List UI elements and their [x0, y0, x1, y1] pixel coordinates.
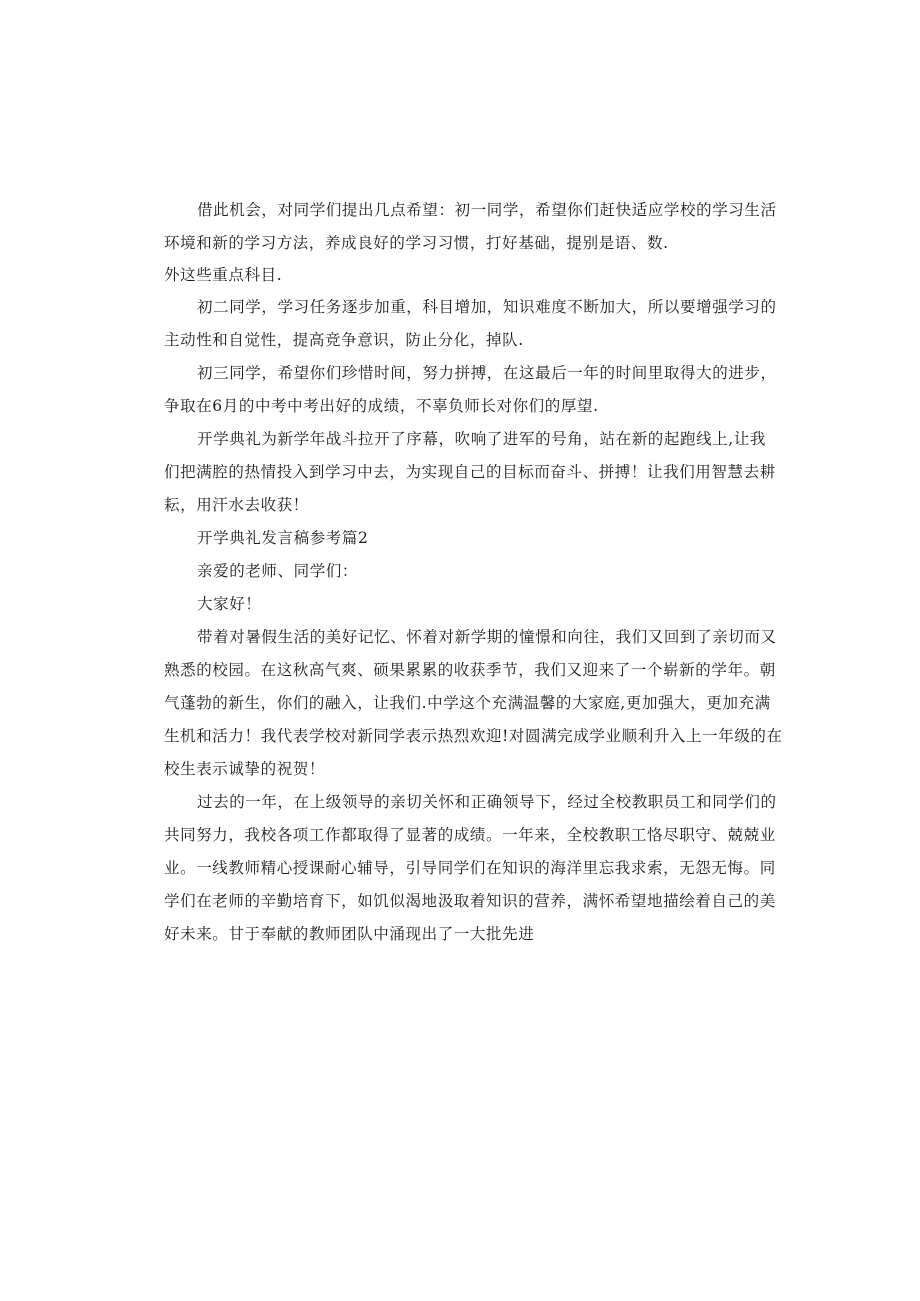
paragraph-line: 业。一线教师精心授课耐心辅导，引导同学们在知识的海洋里忘我求索，无怨无悔。同: [164, 859, 776, 877]
paragraph-line: 好未来。甘于奉献的教师团队中涌现出了一大批先进: [164, 925, 535, 943]
paragraph-line: 们把满腔的热情投入到学习中去，为实现自己的目标而奋斗、拼搏！让我们用智慧去耕: [164, 463, 776, 481]
paragraph-line: 外这些重点科目.: [164, 266, 283, 284]
paragraph-line: 熟悉的校园。在这秋高气爽、硕果累累的收获季节，我们又迎来了一个崭新的学年。朝: [164, 661, 776, 679]
paragraph-line: 带着对暑假生活的美好记忆、怀着对新学期的憧憬和向往，我们又回到了亲切而又: [197, 628, 777, 646]
paragraph-line: 校生表示诚挚的祝贺！: [164, 760, 326, 778]
paragraph-line: 开学典礼为新学年战斗拉开了序幕，吹响了进军的号角，站在新的起跑线上,让我: [197, 430, 767, 448]
paragraph-line: 共同努力，我校各项工作都取得了显著的成绩。一年来，全校教职工恪尽职守、兢兢业: [164, 826, 776, 844]
greeting: 大家好！: [197, 595, 262, 613]
paragraph-line: 争取在6月的中考中考出好的成绩，不辜负师长对你们的厚望.: [164, 397, 599, 415]
paragraph-line: 气蓬勃的新生，你们的融入，让我们.中学这个充满温馨的大家庭,更加强大，更加充满: [164, 694, 771, 712]
section-heading: 开学典礼发言稿参考篇2: [197, 529, 369, 547]
paragraph-line: 过去的一年，在上级领导的亲切关怀和正确领导下，经过全校教职员工和同学们的: [197, 793, 777, 811]
paragraph-line: 初三同学，希望你们珍惜时间，努力拼搏，在这最后一年的时间里取得大的进步，: [197, 364, 777, 382]
paragraph-line: 环境和新的学习方法，养成良好的学习习惯，打好基础，提别是语、数.: [164, 234, 669, 252]
paragraph-line: 耘，用汗水去收获！: [164, 496, 309, 514]
paragraph-line: 主动性和自觉性，提高竞争意识，防止分化，掉队.: [164, 331, 524, 349]
paragraph-line: 初二同学，学习任务逐步加重，科目增加，知识难度不断加大，所以要增强学习的: [197, 298, 777, 316]
paragraph-line: 借此机会，对同学们提出几点希望：初一同学，希望你们赶快适应学校的学习生活: [197, 201, 777, 219]
salutation: 亲爱的老师、同学们：: [197, 562, 359, 580]
paragraph-line: 学们在老师的辛勤培育下，如饥似渴地汲取着知识的营养，满怀希望地描绘着自己的美: [164, 892, 776, 910]
paragraph-line: 生机和活力！我代表学校对新同学表示热烈欢迎!对圆满完成学业顺利升入上一年级的在: [164, 727, 783, 745]
